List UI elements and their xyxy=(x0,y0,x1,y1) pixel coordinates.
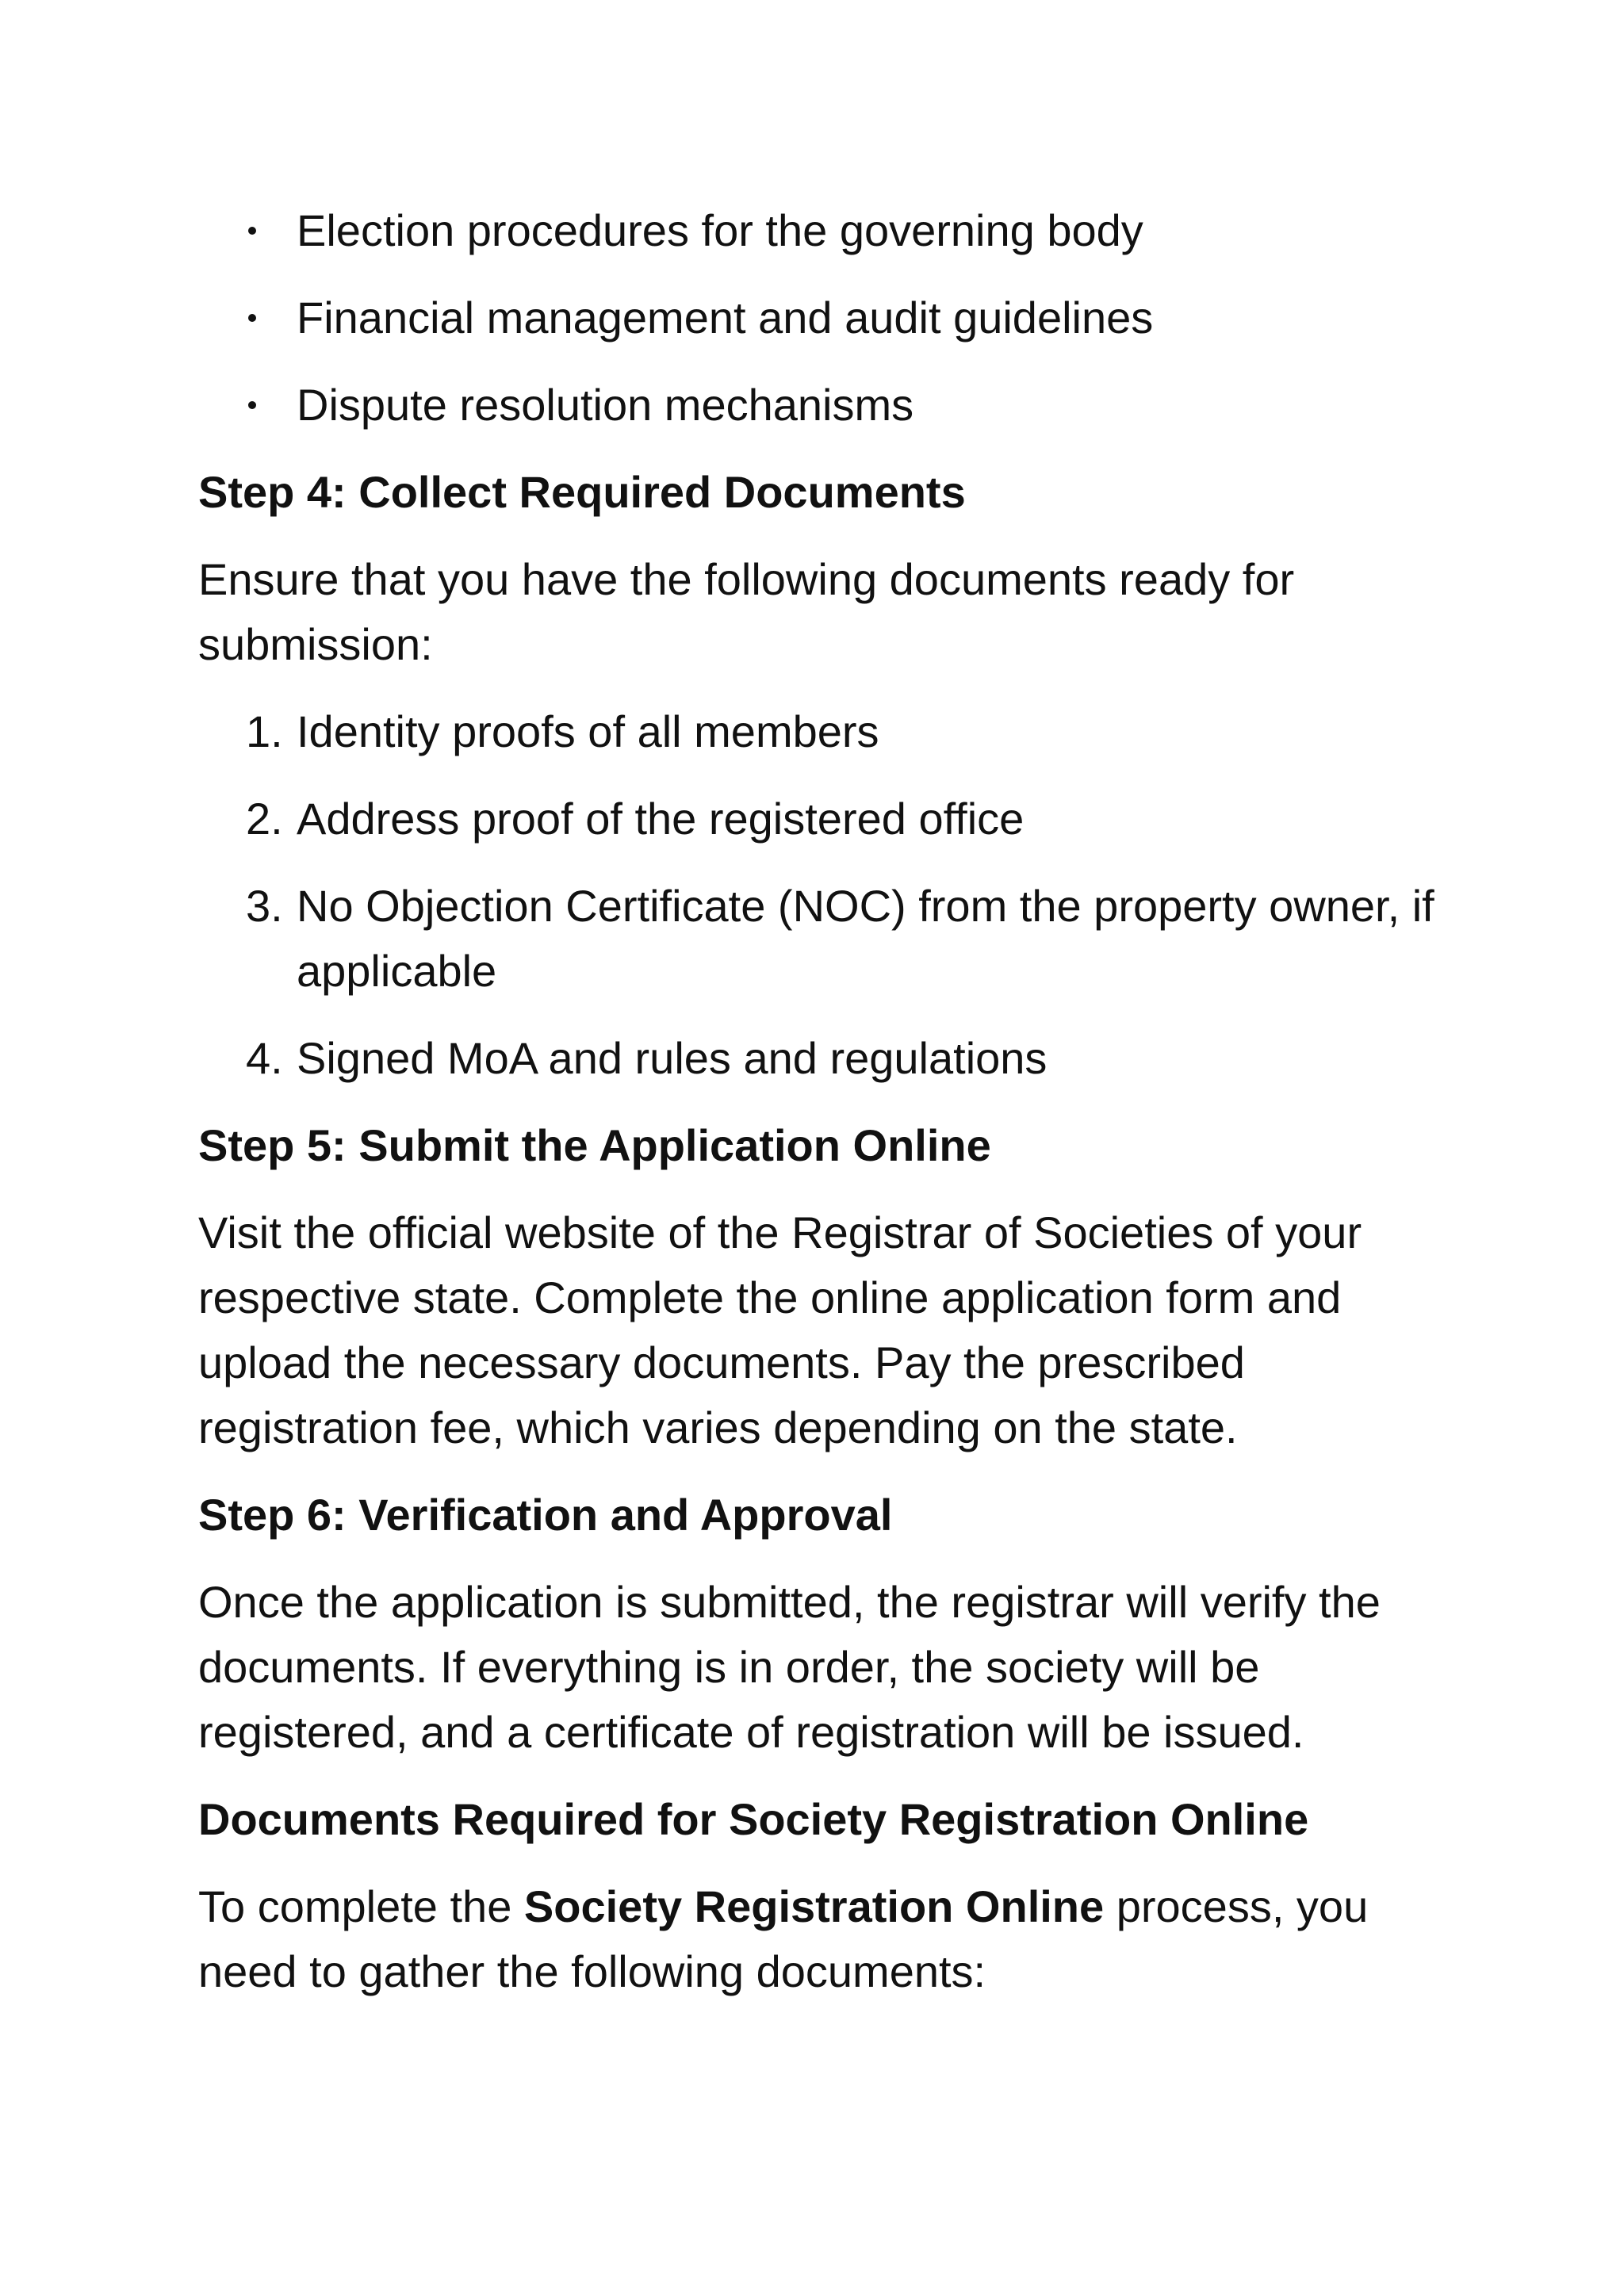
list-item-text: No Objection Certificate (NOC) from the property owner, if applicable xyxy=(297,881,1434,996)
documents-heading: Documents Required for Society Registration Online xyxy=(198,1794,1309,1844)
documents-intro-text: To complete the xyxy=(198,1881,524,1931)
list-item-text: Identity proofs of all members xyxy=(297,706,879,756)
list-item xyxy=(198,198,1451,263)
documents-intro-bold: Society Registration Online xyxy=(523,1881,1105,1931)
list-item-text: Address proof of the registered office xyxy=(297,794,1025,844)
step4-document-list xyxy=(198,699,1451,1091)
list-item xyxy=(198,874,1451,1004)
step6-body: Once the application is submitted, the registrar will verify the documents. If everything is in order, the society will be registered, and a certificate of registration will be issued. xyxy=(198,1577,1381,1757)
list-number: 1. xyxy=(246,706,283,756)
documents-intro-text-end: process, you need to gather the following documents: xyxy=(198,1881,1369,1996)
step6-heading: Step 6: Verification and Approval xyxy=(198,1490,893,1540)
list-item xyxy=(198,1026,1451,1091)
list-item-text: Signed MoA and rules and regulations xyxy=(297,1033,1048,1083)
step4-intro: Ensure that you have the following documents ready for submission: xyxy=(198,554,1295,669)
document-page xyxy=(198,198,1451,2026)
list-item xyxy=(198,285,1451,350)
list-number: 2. xyxy=(246,794,283,844)
list-number: 4. xyxy=(246,1033,283,1083)
step5-body: Visit the official website of the Registrar of Societies of your respective state. Complete the online application form and upload the necessary documents. Pay the prescribed registration fee, which varies depending on the state. xyxy=(198,1207,1362,1452)
list-item-text: Financial management and audit guidelines xyxy=(297,293,1154,342)
bullet-icon xyxy=(248,227,256,235)
bullet-icon xyxy=(248,401,256,409)
list-item-text: Dispute resolution mechanisms xyxy=(297,380,914,430)
bullet-icon xyxy=(248,314,256,322)
documents-intro xyxy=(198,1874,1451,2004)
list-item xyxy=(198,373,1451,438)
list-item-text: Election procedures for the governing body xyxy=(297,205,1143,255)
list-item xyxy=(198,786,1451,851)
list-number: 3. xyxy=(246,881,283,931)
list-item xyxy=(198,699,1451,764)
step4-heading: Step 4: Collect Required Documents xyxy=(198,467,966,517)
step5-heading: Step 5: Submit the Application Online xyxy=(198,1120,991,1170)
bullet-list xyxy=(198,198,1451,438)
